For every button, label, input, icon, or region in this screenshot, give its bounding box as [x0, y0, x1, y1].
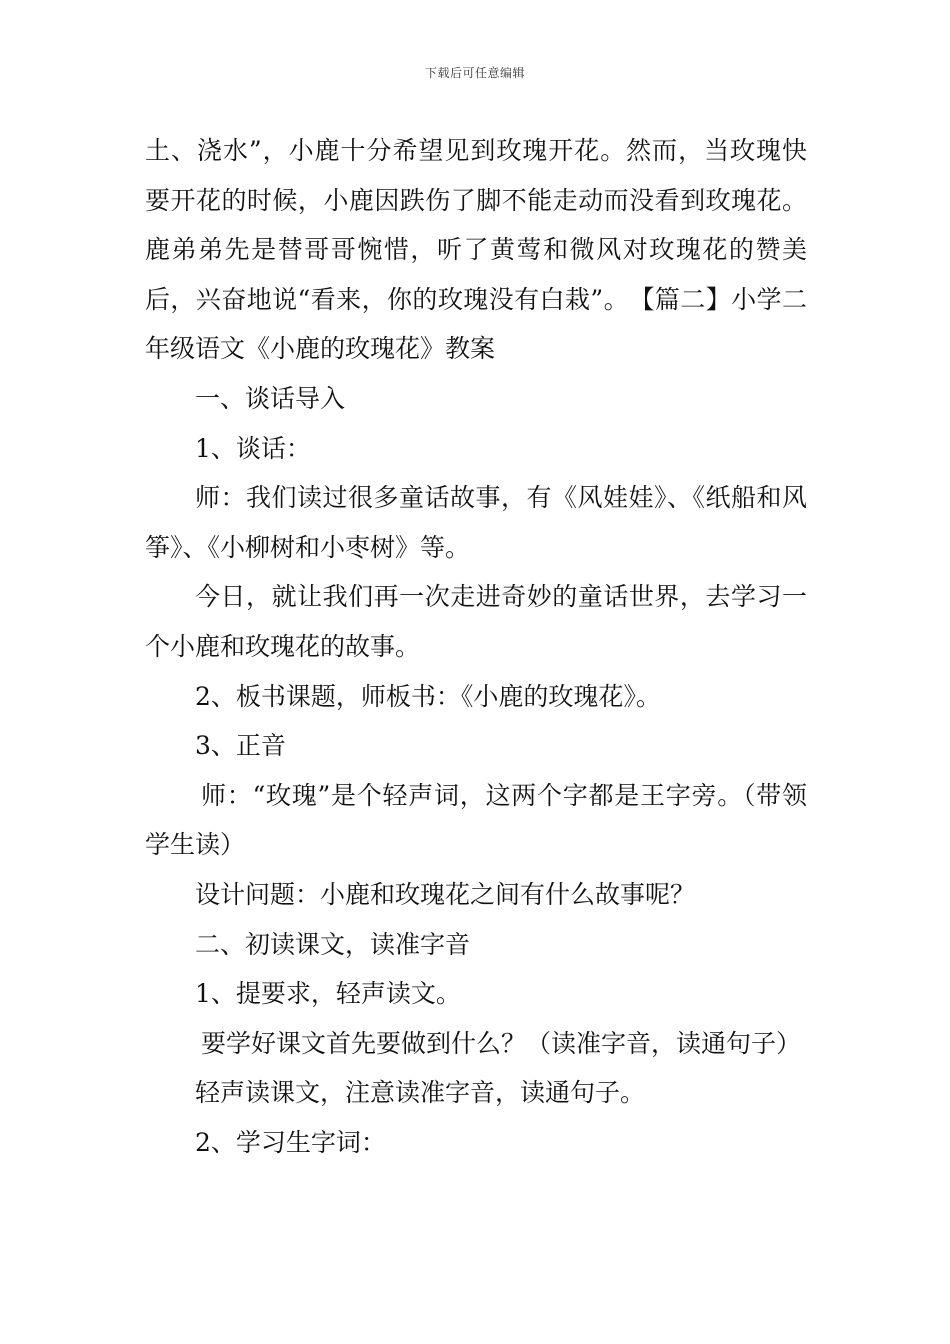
list-item-requirements: 1、提要求，轻声读文。: [195, 979, 461, 1009]
list-item-talk: 1、谈话：: [195, 433, 311, 463]
paragraph-today: 今日，就让我们再一次走进奇妙的童话世界，去学习一个小鹿和玫瑰花的故事。: [145, 582, 807, 661]
list-item-new-words: 2、学习生字词：: [195, 1127, 386, 1157]
paragraph-story-summary: 土、浇水”，小鹿十分希望见到玫瑰开花。然而，当玫瑰快要开花的时候，小鹿因跌伤了脚不能走动而没看到玫瑰花。鹿弟弟先是替哥哥惋惜，听了黄莺和微风对玫瑰花的赞美后，兴奋地说“看来，你的玫瑰没有白栽”。 【篇二】小学二年级语文《小鹿的玫瑰花》教案: [145, 136, 807, 364]
page-header: 下载后可任意编辑: [424, 66, 525, 80]
paragraph-teacher-rose: 师：“玫瑰”是个轻声词，这两个字都是王字旁。（带领学生读）: [145, 780, 807, 860]
paragraph-teacher-intro: 师：我们读过很多童话故事，有《风娃娃》、《纸船和风筝》、《小柳树和小枣树》等。: [145, 483, 807, 562]
list-item-pronunciation: 3、正音: [195, 731, 286, 761]
heading-section-2: 二、初读课文，读准字音: [195, 929, 471, 959]
paragraph-question-learning: 要学好课文首先要做到什么？（读准字音，读通句子）: [201, 1028, 802, 1058]
heading-section-1: 一、谈话导入: [195, 383, 346, 413]
paragraph-read-quietly: 轻声读课文，注意读准字音，读通句子。: [195, 1078, 646, 1108]
document-body: [145, 126, 807, 1167]
list-item-board-title: 2、板书课题，师板书：《小鹿的玫瑰花》。: [195, 681, 661, 711]
paragraph-design-question: 设计问题：小鹿和玫瑰花之间有什么故事呢？: [195, 879, 696, 909]
